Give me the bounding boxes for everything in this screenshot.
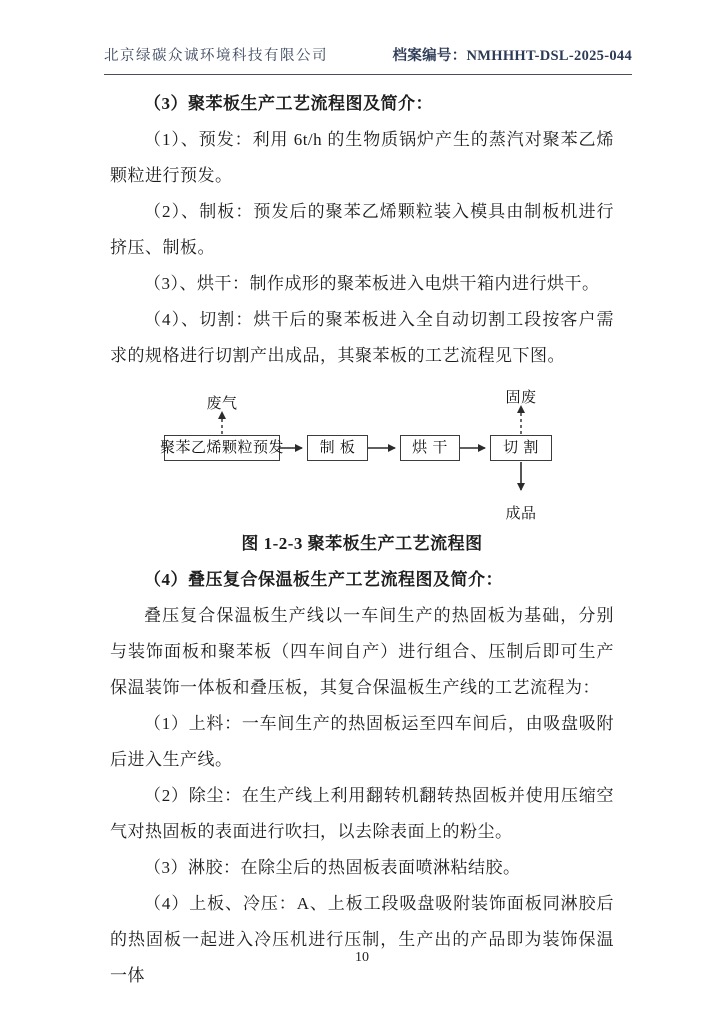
waste-gas-label: 废气 [206,395,238,412]
section-4-step-1: （1）上料：一车间生产的热固板运至四车间后，由吸盘吸附后进入生产线。 [110,714,614,769]
section-3-step-4: （4）、切割：烘干后的聚苯板进入全自动切割工段按客户需求的规格进行切割产出成品，其聚苯板的工艺流程见下图。 [110,310,614,365]
solid-waste-label: 固废 [505,389,537,406]
section-3-step-2: （2）、制板：预发后的聚苯乙烯颗粒装入模具由制板机进行挤压、制板。 [110,202,614,257]
section-3-step-1: （1）、预发：利用 6t/h 的生物质锅炉产生的蒸汽对聚苯乙烯颗粒进行预发。 [110,130,614,185]
archive-number-label: 档案编号： [392,48,467,64]
figure-caption: 图 1-2-3 聚苯板生产工艺流程图 [241,534,483,553]
document-body [110,86,614,994]
section-4-step-4: （4）上板、冷压：A、上板工段吸盘吸附装饰面板同淋胶后的热固板一起进入冷压机进行压制，生产出的产品即为装饰保温一体 [110,894,614,985]
section-4-step-3: （3）淋胶：在除尘后的热固板表面喷淋粘结胶。 [144,858,521,877]
process-flow-diagram [110,378,614,526]
page-number: 10 [355,950,369,965]
company-name: 北京绿碳众诚环境科技有限公司 [104,48,328,64]
archive-number [393,44,632,65]
page-header [104,44,632,75]
section-4-intro: 叠压复合保温板生产线以一车间生产的热固板为基础，分别与装饰面板和聚苯板（四车间自产）进行组合、压制后即可生产保温装饰一体板和叠压板，其复合保温板生产线的工艺流程为： [110,606,614,697]
flow-box-prefoaming: 聚苯乙烯颗粒预发 [164,435,280,461]
section-3-step-3: （3）、烘干：制作成形的聚苯板进入电烘干箱内进行烘干。 [144,274,600,293]
flow-box-drying: 烘 干 [400,435,460,461]
section-4-heading: （4）叠压复合保温板生产工艺流程图及简介： [144,570,503,589]
flow-box-board-making: 制 板 [307,435,368,461]
finished-product-label: 成品 [505,505,537,522]
flow-box-cutting: 切 割 [490,435,552,461]
section-4-step-2: （2）除尘：在生产线上利用翻转机翻转热固板并使用压缩空气对热固板的表面进行吹扫，以去除表面上的粉尘。 [110,786,614,841]
page-footer [0,950,724,966]
section-3-heading: （3）聚苯板生产工艺流程图及简介： [144,94,433,113]
archive-number-value: NMHHHT-DSL-2025-044 [466,48,632,64]
